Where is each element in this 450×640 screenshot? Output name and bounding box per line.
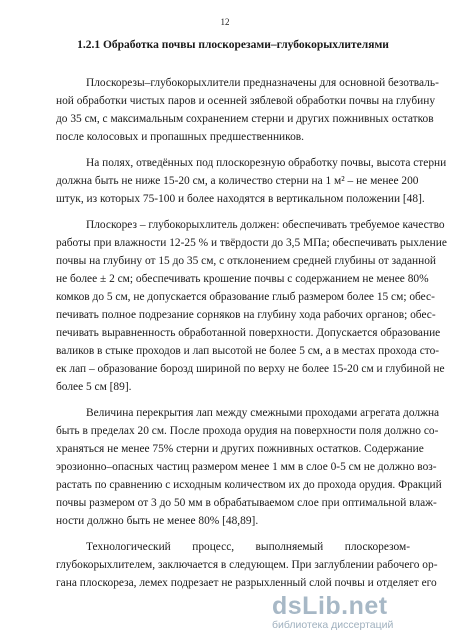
text-line: почвы на глубину от 15 до 35 см, с отклонением средней глубины от заданной: [56, 255, 437, 267]
text-line: работы при влажности 12-25 % и твёрдости до 3,5 МПа; обеспечивать рыхление: [56, 237, 447, 249]
text-line: ной обработки чистых паров и осенней зяблевой обработки почвы на глубину: [56, 95, 436, 107]
text-line: печивать полное подрезание сорняков на глубину хода рабочих органов; обес-: [56, 309, 436, 321]
text-line: штук, из которых 75-100 и более находятся в вертикальном положении [48].: [56, 193, 425, 205]
text-line: до 35 см, с максимальным сохранением стерни и других пожнивных остатков: [56, 113, 434, 125]
text-line: Величина перекрытия лап между смежными проходами агрегата должна: [86, 407, 440, 419]
paragraph: [56, 74, 439, 146]
watermark-logo: dsLib.net: [272, 592, 388, 620]
text-line: более 5 см [89].: [56, 381, 132, 393]
text-line: после колосовых и пропашных предшественников.: [56, 131, 305, 143]
text-line: печивать выравненность обработанной поверхности. Допускается образование: [56, 327, 441, 339]
text-line: не более ± 2 см; обеспечивать крошение почвы с содержанием не менее 80%: [56, 273, 429, 285]
text-line: должна быть не ниже 15-20 см, а количество стерни на 1 м² – не менее 200: [56, 175, 419, 187]
text-line: Плоскорезы–глубокорыхлители предназначены для основной безотваль-: [86, 77, 439, 89]
text-line: ек лап – образование борозд шириной по верху не более 15-20 см и глубиной не: [56, 363, 445, 375]
section-heading: 1.2.1 Обработка почвы плоскорезами–глубокорыхлителями: [77, 39, 389, 51]
paragraph: [56, 216, 447, 396]
text-line: ности должно быть не менее 80% [48,89].: [56, 515, 259, 527]
text-line: гана плоскореза, лемех подрезает не разрыхленный слой почвы и отделяет его: [56, 577, 437, 589]
text-line: почвы размером от 3 до 50 мм в обрабатываемом слое при оптимальной влаж-: [56, 497, 437, 509]
text-line: глубокорыхлителем, заключается в следующем. При заглублении рабочего ор-: [56, 559, 438, 571]
text-line: эрозионно–опасных частиц размером менее 1 мм в слое 0-5 см не должно воз-: [56, 461, 437, 473]
text-line: На полях, отведённых под плоскорезную обработку почвы, высота стерни: [86, 157, 447, 169]
site-watermark[interactable]: [272, 592, 442, 632]
text-line: храняться не менее 75% стерни и других пожнивных остатков. Содержание: [56, 443, 424, 455]
text-line: быть в пределах 20 см. После прохода орудия на поверхности поля должно со-: [56, 425, 439, 437]
paragraph: [56, 154, 447, 208]
paragraph: [56, 404, 442, 530]
text-line: растать по сравнению с исходным количеством их до прохода орудия. Фракций: [56, 479, 442, 491]
page-number: 12: [220, 17, 230, 27]
text-line: комков до 5 см, не допускается образование глыб размером более 15 см; обес-: [56, 291, 435, 303]
body-text: [56, 74, 447, 592]
paragraph: [56, 538, 438, 592]
watermark-caption: библиотека диссертаций: [272, 619, 394, 631]
text-line: валиков в стыке проходов и лап высотой не более 5 см, а в местах прохода сто-: [56, 345, 440, 357]
text-line: Технологический процесс, выполняемый плоскорезом-: [86, 541, 410, 553]
text-line: Плоскорез – глубокорыхлитель должен: обеспечивать требуемое качество: [86, 219, 445, 231]
